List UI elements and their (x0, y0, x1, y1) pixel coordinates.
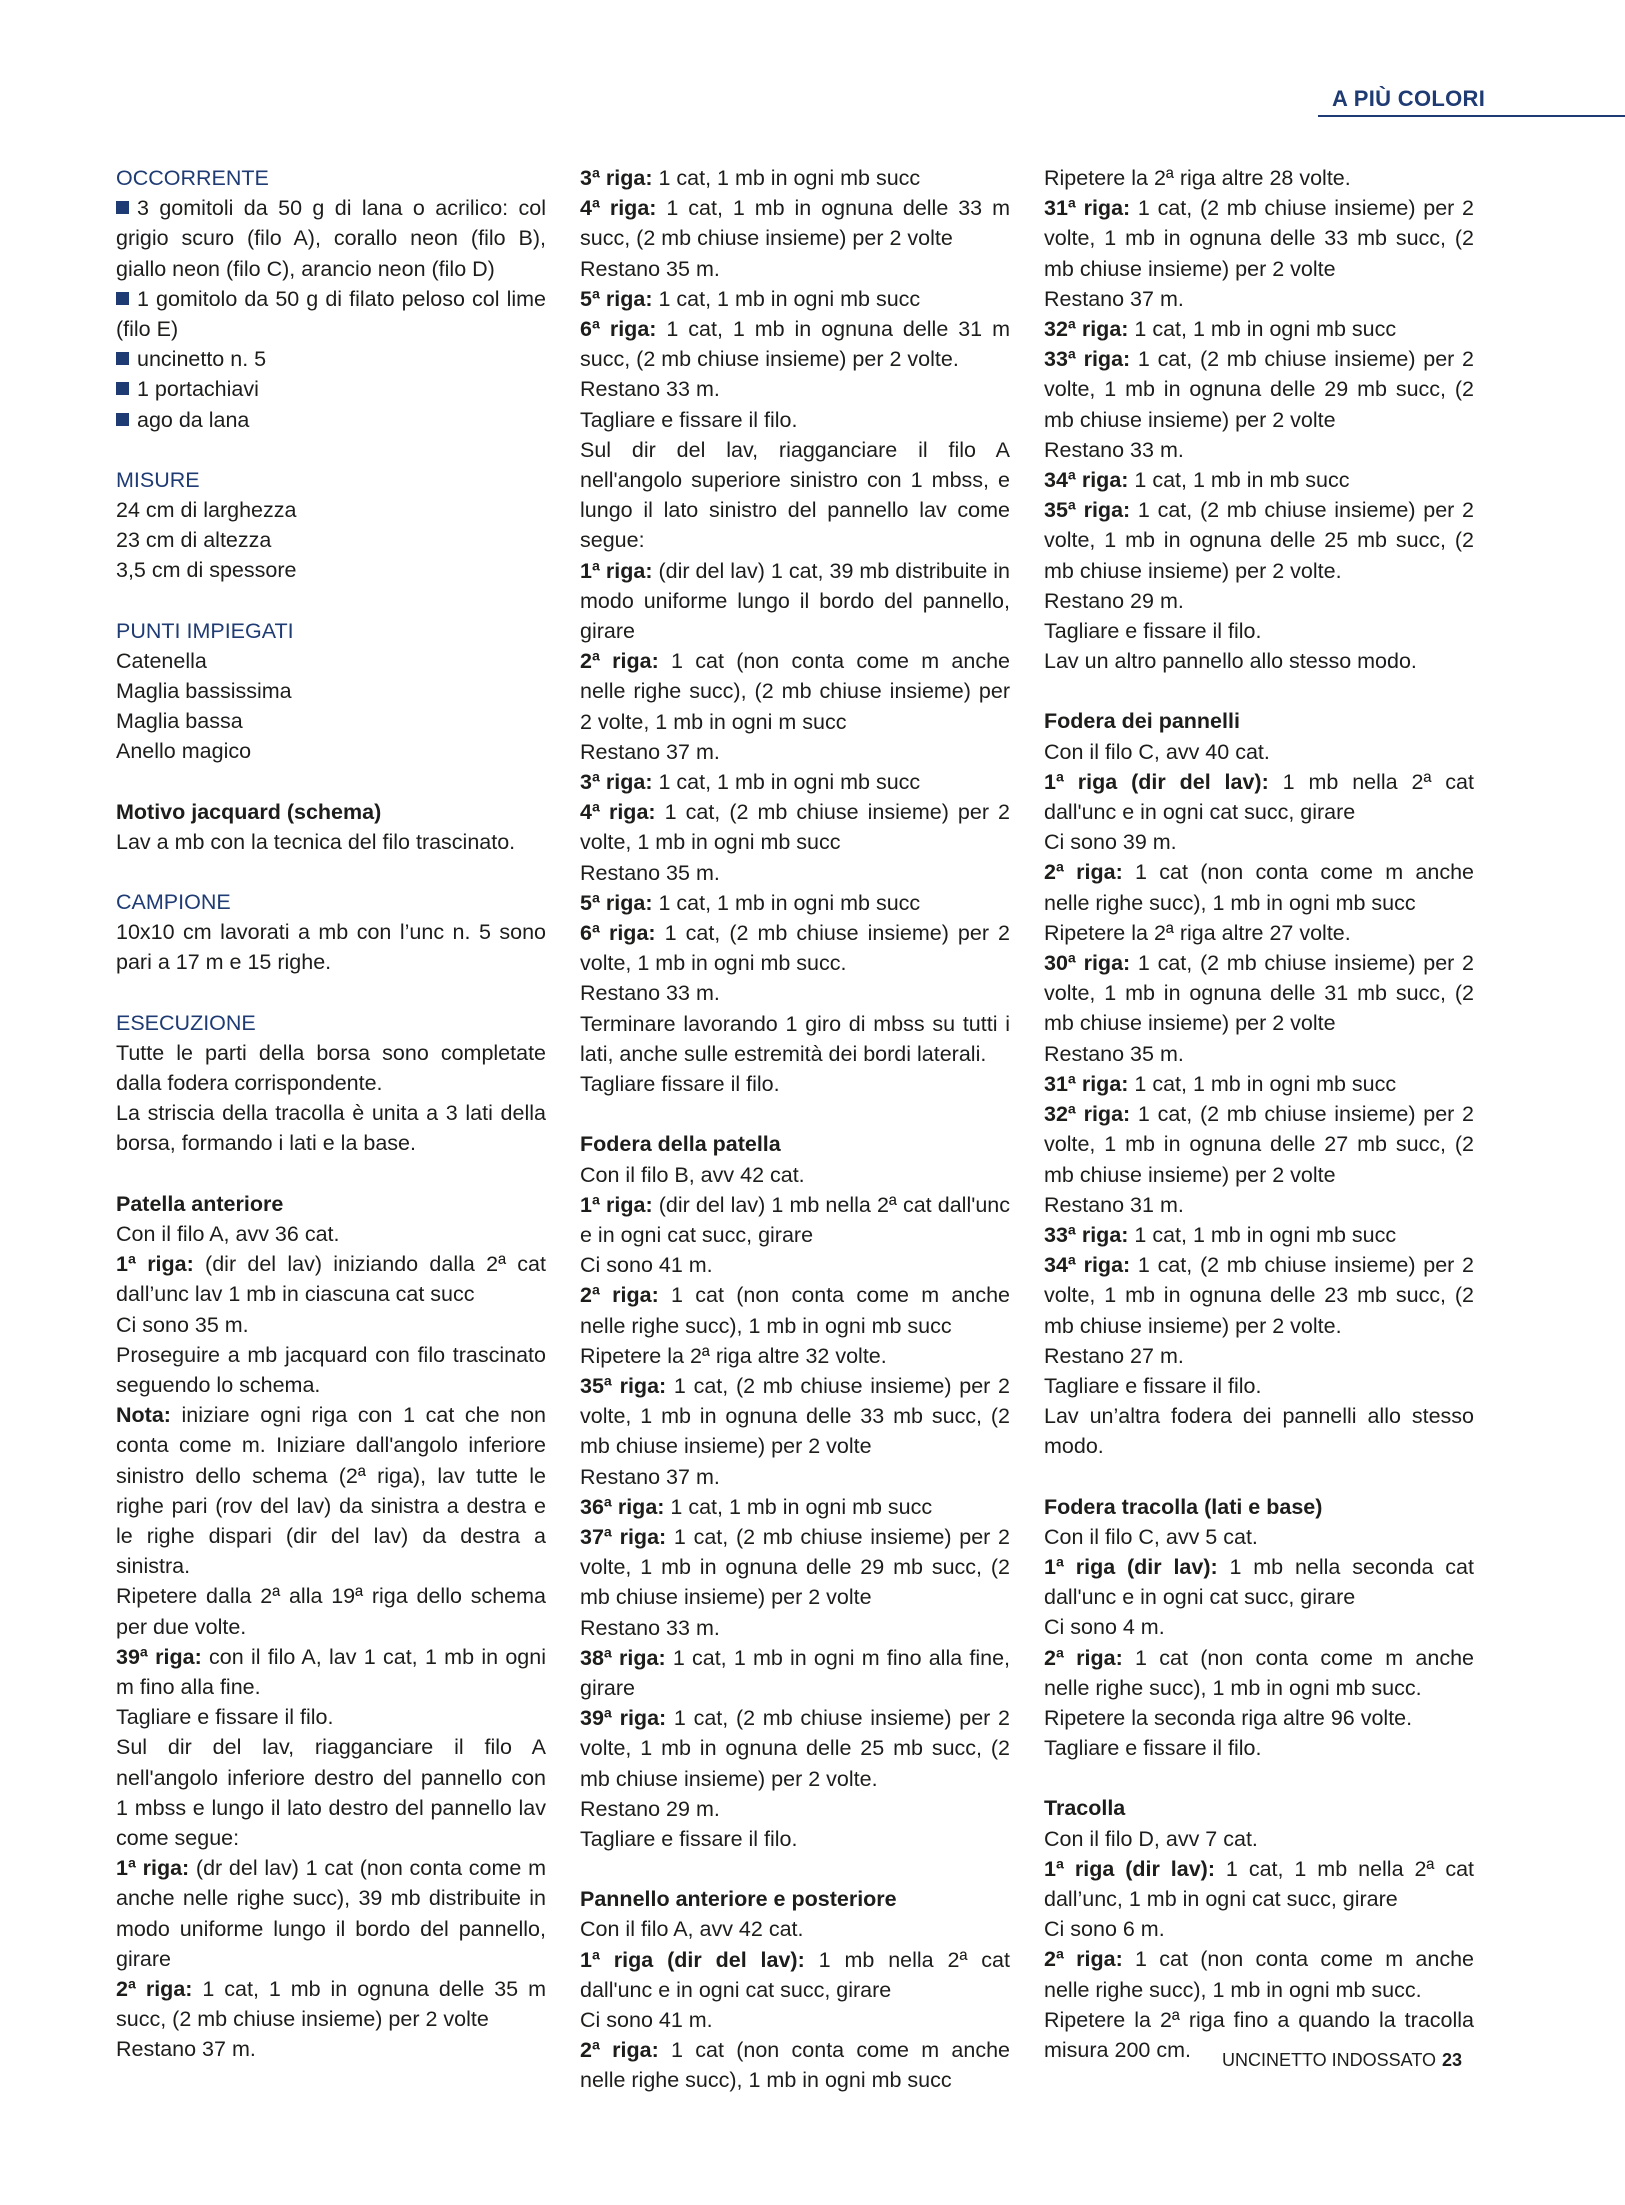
instruction-row: 34ª riga: 1 cat, 1 mb in mb succ (1044, 468, 1350, 493)
paragraph: Sul dir del lav, riagganciare il filo A nell'angolo inferiore destro del pannello con 1 mbss e lungo il lato destro del pannello lav come segue: (116, 1735, 546, 1850)
misura-item: 23 cm di altezza (116, 528, 272, 553)
punto-item: Catenella (116, 648, 207, 673)
paragraph: Restano 35 m. (580, 860, 720, 885)
column-3 (1044, 163, 1474, 2065)
instruction-row: 30ª riga: 1 cat, (2 mb chiuse insieme) per 2 volte, 1 mb in ognuna delle 31 mb succ, (2 mb chiuse insieme) per 2 volte (1044, 951, 1474, 1036)
instruction-row: 1ª riga: (dir del lav) 1 mb nella 2ª cat dall'unc e in ogni cat succ, girare (580, 1192, 1010, 1247)
instruction-row: 35ª riga: 1 cat, (2 mb chiuse insieme) per 2 volte, 1 mb in ognuna delle 33 mb succ, (2 mb chiuse insieme) per 2 volte (580, 1373, 1010, 1459)
instruction-row: 1ª riga: (dr del lav) 1 cat (non conta come m anche nelle righe succ), 39 mb distribuite in modo uniforme lungo il bordo del pannello, girare (116, 1856, 546, 1971)
paragraph: Restano 29 m. (580, 1796, 720, 1821)
instruction-row: 3ª riga: 1 cat, 1 mb in ogni mb succ (580, 166, 921, 190)
instruction-row: 6ª riga: 1 cat, (2 mb chiuse insieme) per 2 volte, 1 mb in ogni mb succ. (580, 921, 1010, 976)
paragraph: Restano 31 m. (1044, 1192, 1184, 1217)
section-tag: A PIÙ COLORI (1332, 86, 1486, 111)
paragraph: Restano 29 m. (1044, 588, 1184, 613)
instruction-row: 2ª riga: 1 cat (non conta come m anche nelle righe succ), 1 mb in ogni mb succ (580, 1283, 1010, 1338)
instruction-row: 2ª riga: 1 cat (non conta come m anche nelle righe succ), 1 mb in ogni mb succ (580, 2038, 1010, 2093)
paragraph: Tagliare e fissare il filo. (580, 1826, 798, 1851)
paragraph: Ripetere la 2ª riga fino a quando la tracolla misura 200 cm. (1044, 2007, 1474, 2062)
paragraph: Tagliare e fissare il filo. (580, 407, 798, 432)
paragraph: Con il filo A, avv 36 cat. (116, 1221, 340, 1246)
instruction-row: 39ª riga: con il filo A, lav 1 cat, 1 mb in ogni m fino alla fine. (116, 1644, 546, 1699)
column-1 (116, 163, 546, 2065)
paragraph: Restano 37 m. (580, 1464, 720, 1489)
bullet-square-icon (116, 413, 129, 426)
paragraph: Ci sono 6 m. (1044, 1917, 1165, 1942)
paragraph: Ci sono 35 m. (116, 1312, 249, 1337)
instruction-row: 37ª riga: 1 cat, (2 mb chiuse insieme) per 2 volte, 1 mb in ognuna delle 29 mb succ, (2 mb chiuse insieme) per 2 volte (580, 1524, 1010, 1610)
punti-title: PUNTI IMPIEGATI (116, 618, 294, 643)
bullet-square-icon (116, 201, 129, 214)
paragraph: Restano 33 m. (580, 981, 720, 1006)
occorrente-item: ago da lana (116, 405, 546, 435)
instruction-row: 4ª riga: 1 cat, (2 mb chiuse insieme) per 2 volte, 1 mb in ogni mb succ (580, 800, 1010, 855)
paragraph: Ci sono 4 m. (1044, 1615, 1165, 1640)
paragraph: Ripetere la 2ª riga altre 27 volte. (1044, 920, 1351, 945)
paragraph: Tutte le parti della borsa sono completate dalla fodera corrispondente. (116, 1040, 546, 1096)
magazine-name: UNCINETTO INDOSSATO (1222, 2050, 1437, 2070)
instruction-row: 33ª riga: 1 cat, (2 mb chiuse insieme) per 2 volte, 1 mb in ognuna delle 29 mb succ, (2 mb chiuse insieme) per 2 volte (1044, 347, 1474, 432)
instruction-row: 1ª riga: (dir del lav) 1 cat, 39 mb distribuite in modo uniforme lungo il bordo del pannello, girare (580, 558, 1011, 644)
paragraph: Terminare lavorando 1 giro di mbss su tutti i lati, anche sulle estremità dei bordi laterali. (580, 1011, 1010, 1066)
paragraph: Lav un altro pannello allo stesso modo. (1044, 649, 1417, 674)
column-2 (580, 163, 1010, 2096)
paragraph: Restano 27 m. (1044, 1343, 1184, 1368)
bullet-square-icon (116, 352, 129, 365)
paragraph: Ripetere la 2ª riga altre 28 volte. (1044, 166, 1351, 190)
misura-item: 24 cm di larghezza (116, 498, 297, 523)
instruction-row: 6ª riga: 1 cat, 1 mb in ognuna delle 31 m succ, (2 mb chiuse insieme) per 2 volte. (580, 317, 1010, 372)
paragraph: Restano 37 m. (1044, 286, 1184, 311)
punto-item: Anello magico (116, 739, 252, 764)
page-number: 23 (1442, 2050, 1463, 2070)
instruction-row: 2ª riga: 1 cat (non conta come m anche nelle righe succ), 1 mb in ogni mb succ. (1044, 1947, 1474, 2002)
instruction-row: 3ª riga: 1 cat, 1 mb in ogni mb succ (580, 770, 921, 795)
paragraph: Ci sono 41 m. (580, 2007, 713, 2032)
instruction-row: 32ª riga: 1 cat, (2 mb chiuse insieme) per 2 volte, 1 mb in ognuna delle 27 mb succ, (2 mb chiuse insieme) per 2 volte (1044, 1102, 1474, 1187)
esecuzione-title: ESECUZIONE (116, 1010, 256, 1035)
paragraph: Restano 37 m. (580, 739, 720, 764)
instruction-row: 1ª riga (dir lav): 1 cat, 1 mb nella 2ª cat dall’unc, 1 mb in ogni cat succ, girare (1044, 1856, 1474, 1911)
instruction-row: 2ª riga: 1 cat (non conta come m anche nelle righe succ), 1 mb in ogni mb succ. (1044, 1645, 1474, 1700)
instruction-row: 4ª riga: 1 cat, 1 mb in ognuna delle 33 m succ, (2 mb chiuse insieme) per 2 volte (580, 196, 1010, 251)
paragraph: Tagliare e fissare il filo. (1044, 619, 1262, 644)
instruction-row: 2ª riga: 1 cat (non conta come m anche nelle righe succ), 1 mb in ogni mb succ (1044, 860, 1474, 915)
instruction-row: 1ª riga (dir del lav): 1 mb nella 2ª cat dall'unc e in ogni cat succ, girare (1044, 769, 1474, 825)
instruction-row: 5ª riga: 1 cat, 1 mb in ogni mb succ (580, 286, 921, 311)
paragraph: Ripetere la 2ª riga altre 32 volte. (580, 1343, 887, 1368)
paragraph: Tagliare e fissare il filo. (116, 1705, 334, 1730)
paragraph: Ripetere la seconda riga altre 96 volte. (1044, 1705, 1413, 1730)
tracolla-title: Tracolla (1044, 1796, 1126, 1821)
paragraph: Con il filo C, avv 5 cat. (1044, 1524, 1258, 1549)
paragraph: Con il filo D, avv 7 cat. (1044, 1826, 1258, 1851)
paragraph: Ci sono 39 m. (1044, 830, 1177, 855)
patella-title: Patella anteriore (116, 1191, 284, 1216)
jacquard-text: Lav a mb con la tecnica del filo trascinato. (116, 829, 516, 854)
fodera-pannelli-title: Fodera dei pannelli (1044, 709, 1240, 734)
paragraph: Restano 35 m. (1044, 1041, 1184, 1066)
instruction-row: 31ª riga: 1 cat, 1 mb in ogni mb succ (1044, 1071, 1397, 1096)
instruction-row: 5ª riga: 1 cat, 1 mb in ogni mb succ (580, 890, 921, 915)
instruction-row: 31ª riga: 1 cat, (2 mb chiuse insieme) per 2 volte, 1 mb in ognuna delle 33 mb succ, (2 mb chiuse insieme) per 2 volte (1044, 196, 1474, 281)
instruction-row: 38ª riga: 1 cat, 1 mb in ogni m fino alla fine, girare (580, 1645, 1011, 1700)
bullet-square-icon (116, 382, 129, 395)
occorrente-title: OCCORRENTE (116, 166, 269, 190)
occorrente-item: 1 portachiavi (116, 374, 546, 404)
instruction-row: 1ª riga (dir lav): 1 mb nella seconda cat dall'unc e in ogni cat succ, girare (1044, 1554, 1474, 1610)
pannello-title: Pannello anteriore e posteriore (580, 1887, 897, 1912)
occorrente-item: 3 gomitoli da 50 g di lana o acrilico: col grigio scuro (filo A), corallo neon (filo B), giallo neon (filo C), arancio neon (filo D) (116, 196, 546, 281)
bullet-square-icon (116, 292, 129, 305)
paragraph: Sul dir del lav, riagganciare il filo A nell'angolo superiore sinistro con 1 mbss, e lungo il lato sinistro del pannello lav come segue: (580, 437, 1010, 553)
paragraph: Tagliare e fissare il filo. (1044, 1373, 1262, 1398)
paragraph: Restano 35 m. (580, 256, 720, 281)
paragraph: Tagliare e fissare il filo. (1044, 1736, 1262, 1761)
paragraph: Tagliare fissare il filo. (580, 1072, 780, 1097)
paragraph: Con il filo B, avv 42 cat. (580, 1162, 805, 1187)
instruction-row: 33ª riga: 1 cat, 1 mb in ogni mb succ (1044, 1222, 1397, 1247)
instruction-row: 2ª riga: 1 cat, 1 mb in ognuna delle 35 m succ, (2 mb chiuse insieme) per 2 volte (116, 1976, 546, 2032)
paragraph: Con il filo C, avv 40 cat. (1044, 739, 1270, 764)
paragraph: Restano 37 m. (116, 2037, 256, 2062)
occorrente-item: 1 gomitolo da 50 g di filato peloso col lime (filo E) (116, 286, 546, 342)
instruction-row: 34ª riga: 1 cat, (2 mb chiuse insieme) per 2 volte, 1 mb in ognuna delle 23 mb succ, (2 mb chiuse insieme) per 2 volte. (1044, 1253, 1474, 1338)
jacquard-title: Motivo jacquard (schema) (116, 799, 382, 824)
paragraph: Restano 33 m. (580, 1615, 720, 1640)
instruction-row: 32ª riga: 1 cat, 1 mb in ogni mb succ (1044, 317, 1397, 342)
paragraph: Ripetere dalla 2ª alla 19ª riga dello schema per due volte. (116, 1584, 546, 1639)
paragraph: Restano 33 m. (1044, 437, 1184, 462)
paragraph: Lav un’altra fodera dei pannelli allo stesso modo. (1044, 1404, 1474, 1459)
campione-text: 10x10 cm lavorati a mb con l’unc n. 5 sono pari a 17 m e 15 righe. (116, 920, 546, 975)
header-rule (1318, 115, 1625, 117)
misura-item: 3,5 cm di spessore (116, 558, 297, 583)
instruction-row: 36ª riga: 1 cat, 1 mb in ogni mb succ (580, 1494, 933, 1519)
paragraph: Restano 33 m. (580, 377, 720, 402)
fodera-patella-title: Fodera della patella (580, 1132, 781, 1157)
fodera-tracolla-title: Fodera tracolla (lati e base) (1044, 1494, 1323, 1519)
paragraph: Proseguire a mb jacquard con filo trascinato seguendo lo schema. (116, 1342, 546, 1397)
instruction-row: 2ª riga: 1 cat (non conta come m anche nelle righe succ), (2 mb chiuse insieme) per 2 volte, 1 mb in ogni m succ (580, 649, 1010, 734)
campione-title: CAMPIONE (116, 890, 231, 915)
instruction-row: 35ª riga: 1 cat, (2 mb chiuse insieme) per 2 volte, 1 mb in ognuna delle 25 mb succ, (2 mb chiuse insieme) per 2 volte. (1044, 498, 1474, 583)
occorrente-item: uncinetto n. 5 (116, 344, 546, 374)
page-footer (1222, 2050, 1462, 2071)
nota: Nota: iniziare ogni riga con 1 cat che non conta come m. Iniziare dall'angolo inferiore sinistro dello schema (2ª riga), lav tutte le righe pari (rov del lav) da sinistra a destra e le righe dispari (dir del lav) da destra a sinistra. (116, 1403, 546, 1579)
instruction-row: 39ª riga: 1 cat, (2 mb chiuse insieme) per 2 volte, 1 mb in ognuna delle 25 mb succ, (2 mb chiuse insieme) per 2 volte. (580, 1706, 1010, 1791)
instruction-row: 1ª riga: (dir del lav) iniziando dalla 2ª cat dall’unc lav 1 mb in ciascuna cat succ (116, 1252, 546, 1307)
paragraph: Con il filo A, avv 42 cat. (580, 1917, 804, 1942)
punto-item: Maglia bassa (116, 709, 243, 734)
instruction-row: 1ª riga (dir del lav): 1 mb nella 2ª cat dall'unc e in ogni cat succ, girare (580, 1947, 1010, 2002)
punto-item: Maglia bassissima (116, 679, 292, 704)
paragraph: Ci sono 41 m. (580, 1253, 713, 1278)
paragraph: La striscia della tracolla è unita a 3 lati della borsa, formando i lati e la base. (116, 1101, 546, 1156)
misure-title: MISURE (116, 467, 200, 492)
